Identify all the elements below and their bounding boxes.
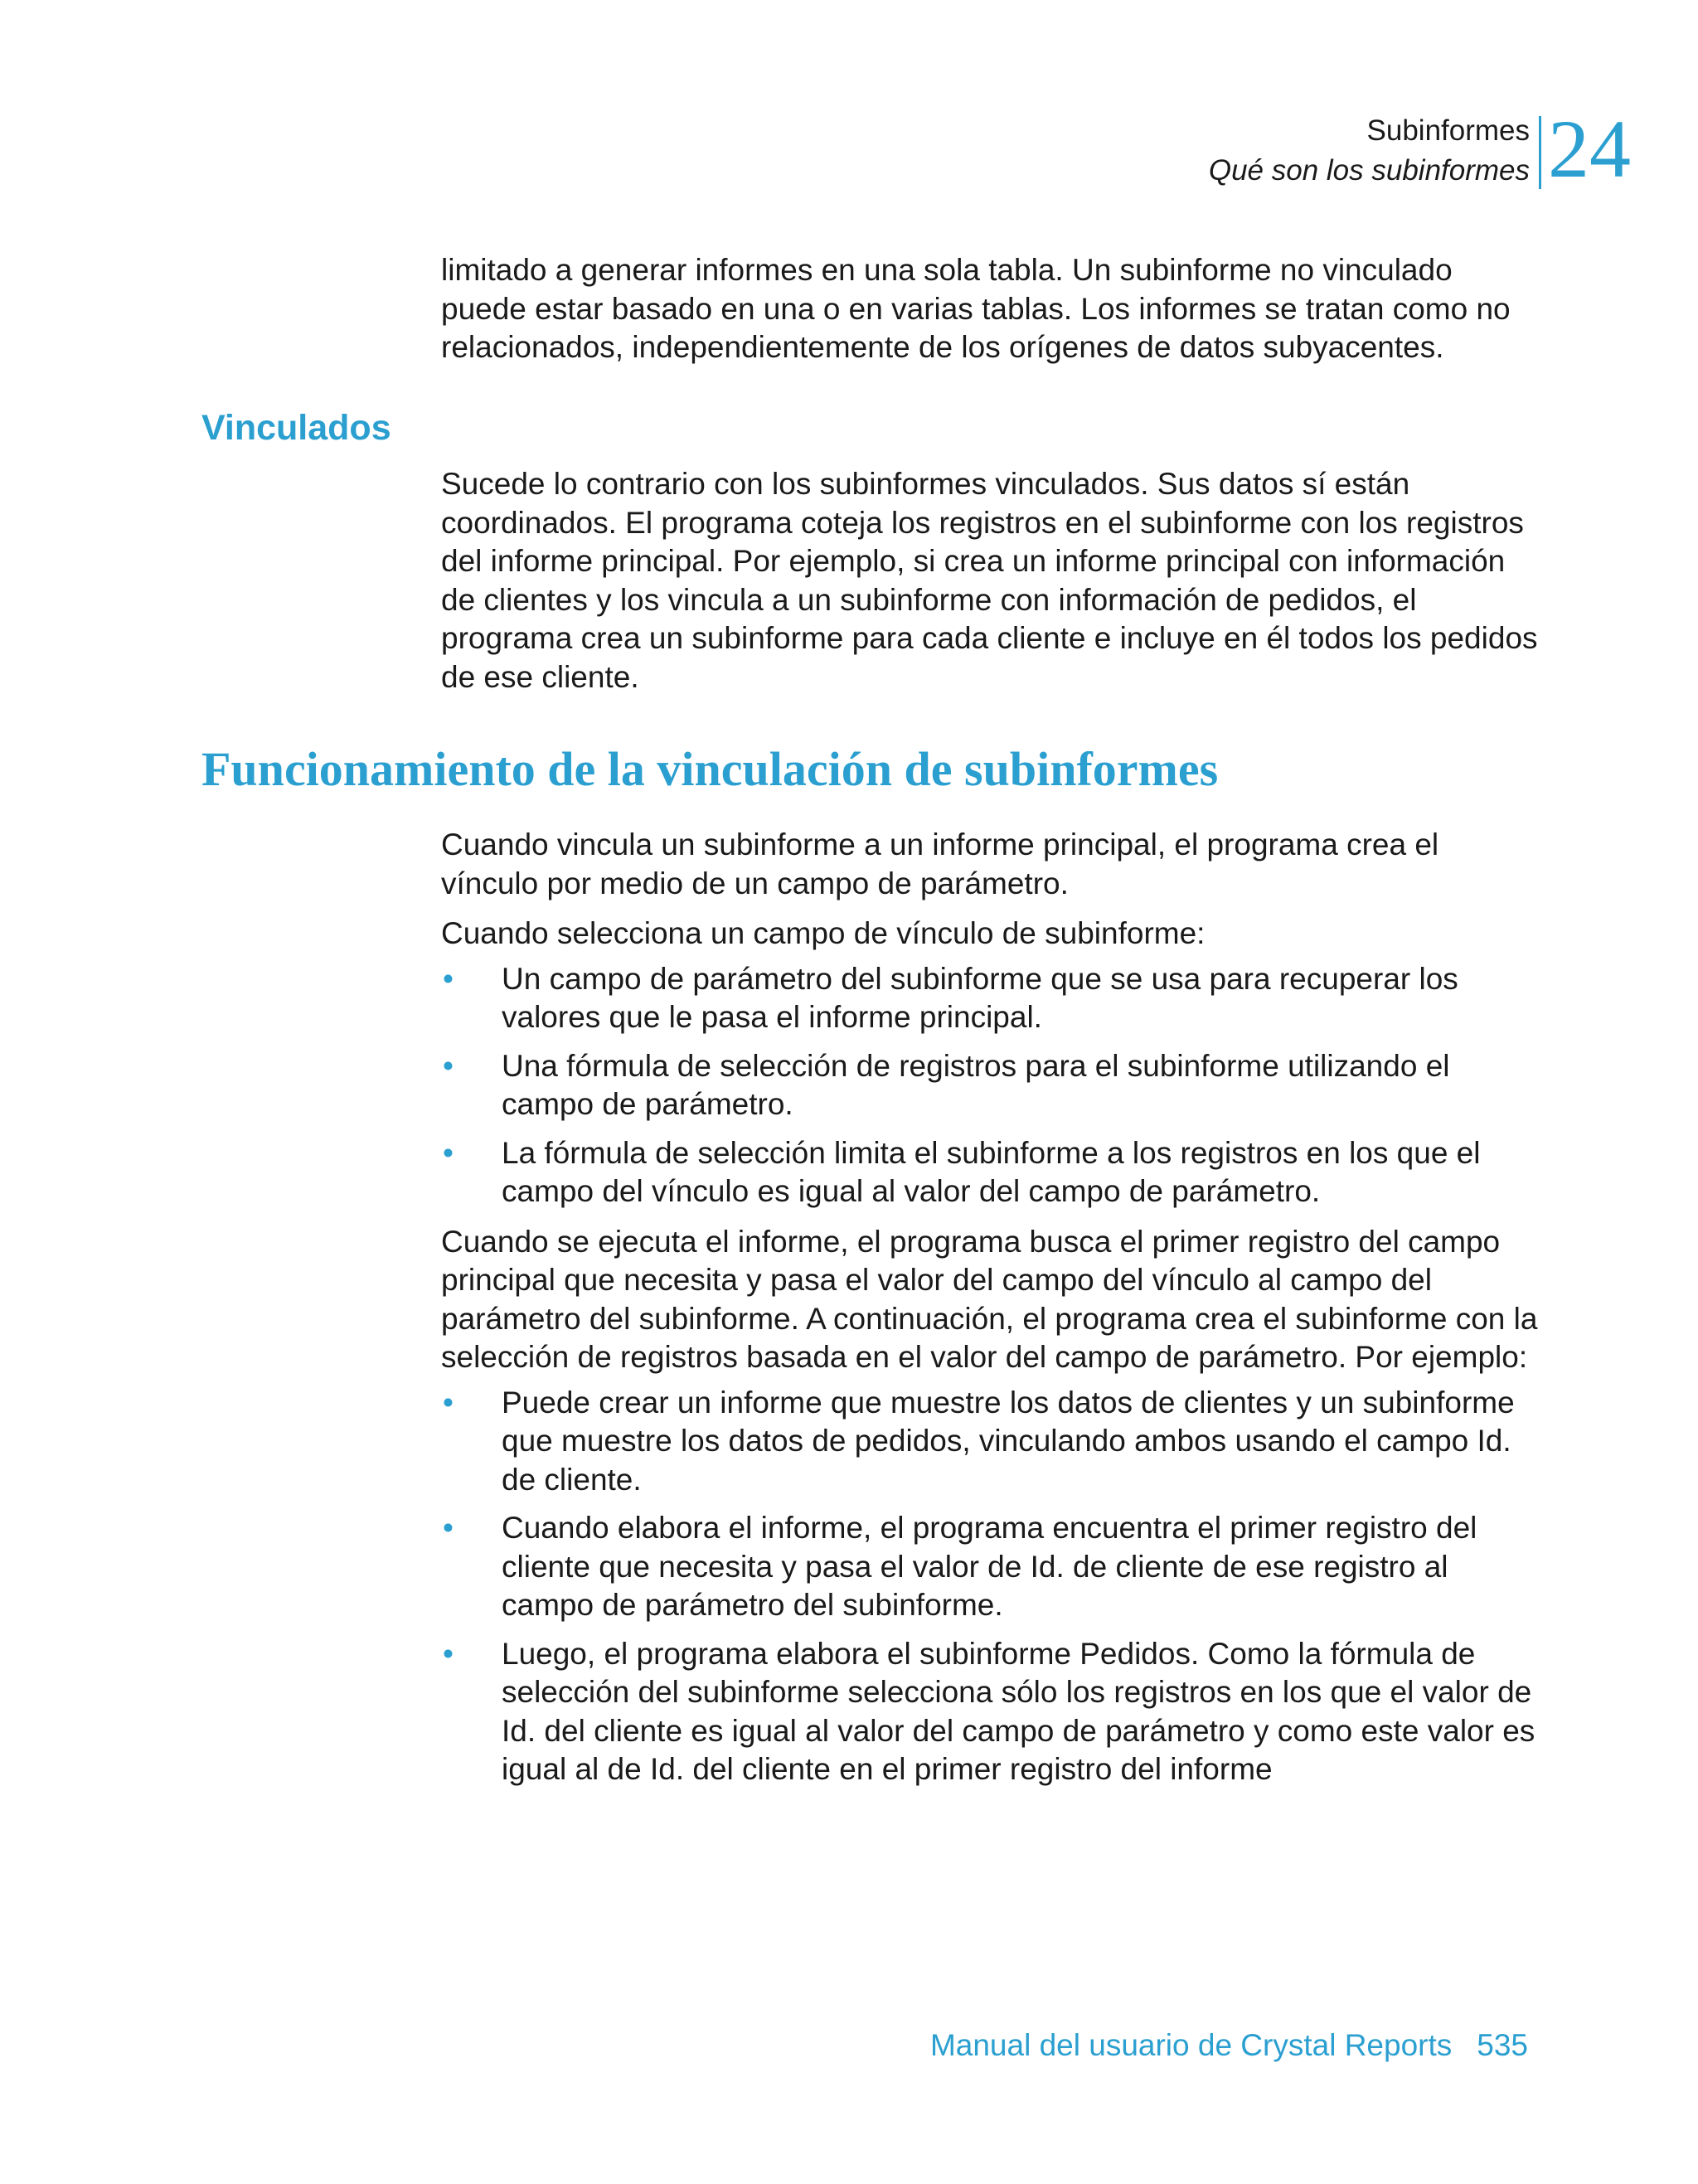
list-item-text: Luego, el programa elabora el subinforme Pedidos. Como la fórmula de selección del subinforme selecciona sólo los registros en los que el valor de Id. del cliente es igual al valor del campo de parámetro y como este valor es igual al de Id. del cliente en el primer registro del informe (502, 1636, 1535, 1786)
bullet-list-1 (441, 960, 1544, 1211)
list-item-text: Una fórmula de selección de registros para el subinforme utilizando el campo de parámetro. (502, 1048, 1450, 1121)
header-divider (1539, 116, 1541, 189)
bullet-icon: • (443, 1135, 454, 1170)
funcionamiento-paragraph-2: Cuando selecciona un campo de vínculo de subinforme: (441, 916, 1206, 950)
vinculados-block (441, 465, 1544, 708)
list-item-text: Cuando elabora el informe, el programa encuentra el primer registro del cliente que necesita y pasa el valor de Id. de cliente de ese registro al campo de parámetro del subinforme. (502, 1511, 1477, 1622)
section-heading: Funcionamiento de la vinculación de subinformes (201, 742, 1219, 796)
funcionamiento-paragraph-3: Cuando se ejecuta el informe, el programa busca el primer registro del campo principal que necesita y pasa el valor del campo del vínculo al campo del parámetro del subinforme. A continuación, el programa crea el subinforme con la selección de registros basada en el valor del campo de parámetro. Por ejemplo: (441, 1224, 1538, 1374)
page-number: 535 (1477, 2028, 1528, 2062)
list-item (441, 1384, 1544, 1500)
page-footer (930, 2025, 1528, 2066)
funcionamiento-paragraph-1: Cuando vincula un subinforme a un informe principal, el programa crea el vínculo por medio de un campo de parámetro. (441, 827, 1439, 900)
chapter-title: Subinformes (1366, 114, 1530, 147)
list-item-text: Puede crear un informe que muestre los datos de clientes y un subinforme que muestre los datos de pedidos, vinculando ambos usando el campo Id. de cliente. (502, 1385, 1515, 1497)
intro-paragraph: limitado a generar informes en una sola tabla. Un subinforme no vinculado puede estar basado en una o en varias tablas. Los informes se tratan como no relacionados, independientemente de los orígenes de datos subyacentes. (441, 253, 1511, 364)
bullet-icon: • (443, 1385, 454, 1420)
running-header (0, 103, 1698, 195)
list-item (441, 1509, 1544, 1625)
section-title: Qué son los subinformes (1208, 154, 1530, 187)
funcionamiento-block (441, 826, 1544, 1801)
vinculados-paragraph: Sucede lo contrario con los subinformes vinculados. Sus datos sí están coordinados. El programa coteja los registros en el subinforme con los registros del informe principal. Por ejemplo, si crea un informe principal con información de clientes y los vincula a un subinforme con información de pedidos, el programa crea un subinforme para cada cliente e incluye en él todos los pedidos de ese cliente. (441, 467, 1538, 694)
bullet-list-2 (441, 1384, 1544, 1789)
list-item (441, 1134, 1544, 1211)
list-item-text: La fórmula de selección limita el subinforme a los registros en los que el campo del vínculo es igual al valor del campo de parámetro. (502, 1135, 1481, 1208)
list-item (441, 1047, 1544, 1124)
bullet-icon: • (443, 1636, 454, 1671)
chapter-number: 24 (1548, 103, 1631, 195)
manual-title: Manual del usuario de Crystal Reports (929, 2028, 1453, 2062)
subsection-heading-vinculados: Vinculados (201, 408, 391, 448)
running-header-text (1209, 111, 1530, 191)
list-item (441, 960, 1544, 1037)
bullet-icon: • (443, 1511, 454, 1545)
bullet-icon: • (443, 961, 454, 996)
bullet-icon: • (443, 1048, 454, 1083)
intro-block (441, 251, 1544, 379)
list-item (441, 1635, 1544, 1789)
list-item-text: Un campo de parámetro del subinforme que se usa para recuperar los valores que le pasa el informe principal. (502, 961, 1458, 1034)
